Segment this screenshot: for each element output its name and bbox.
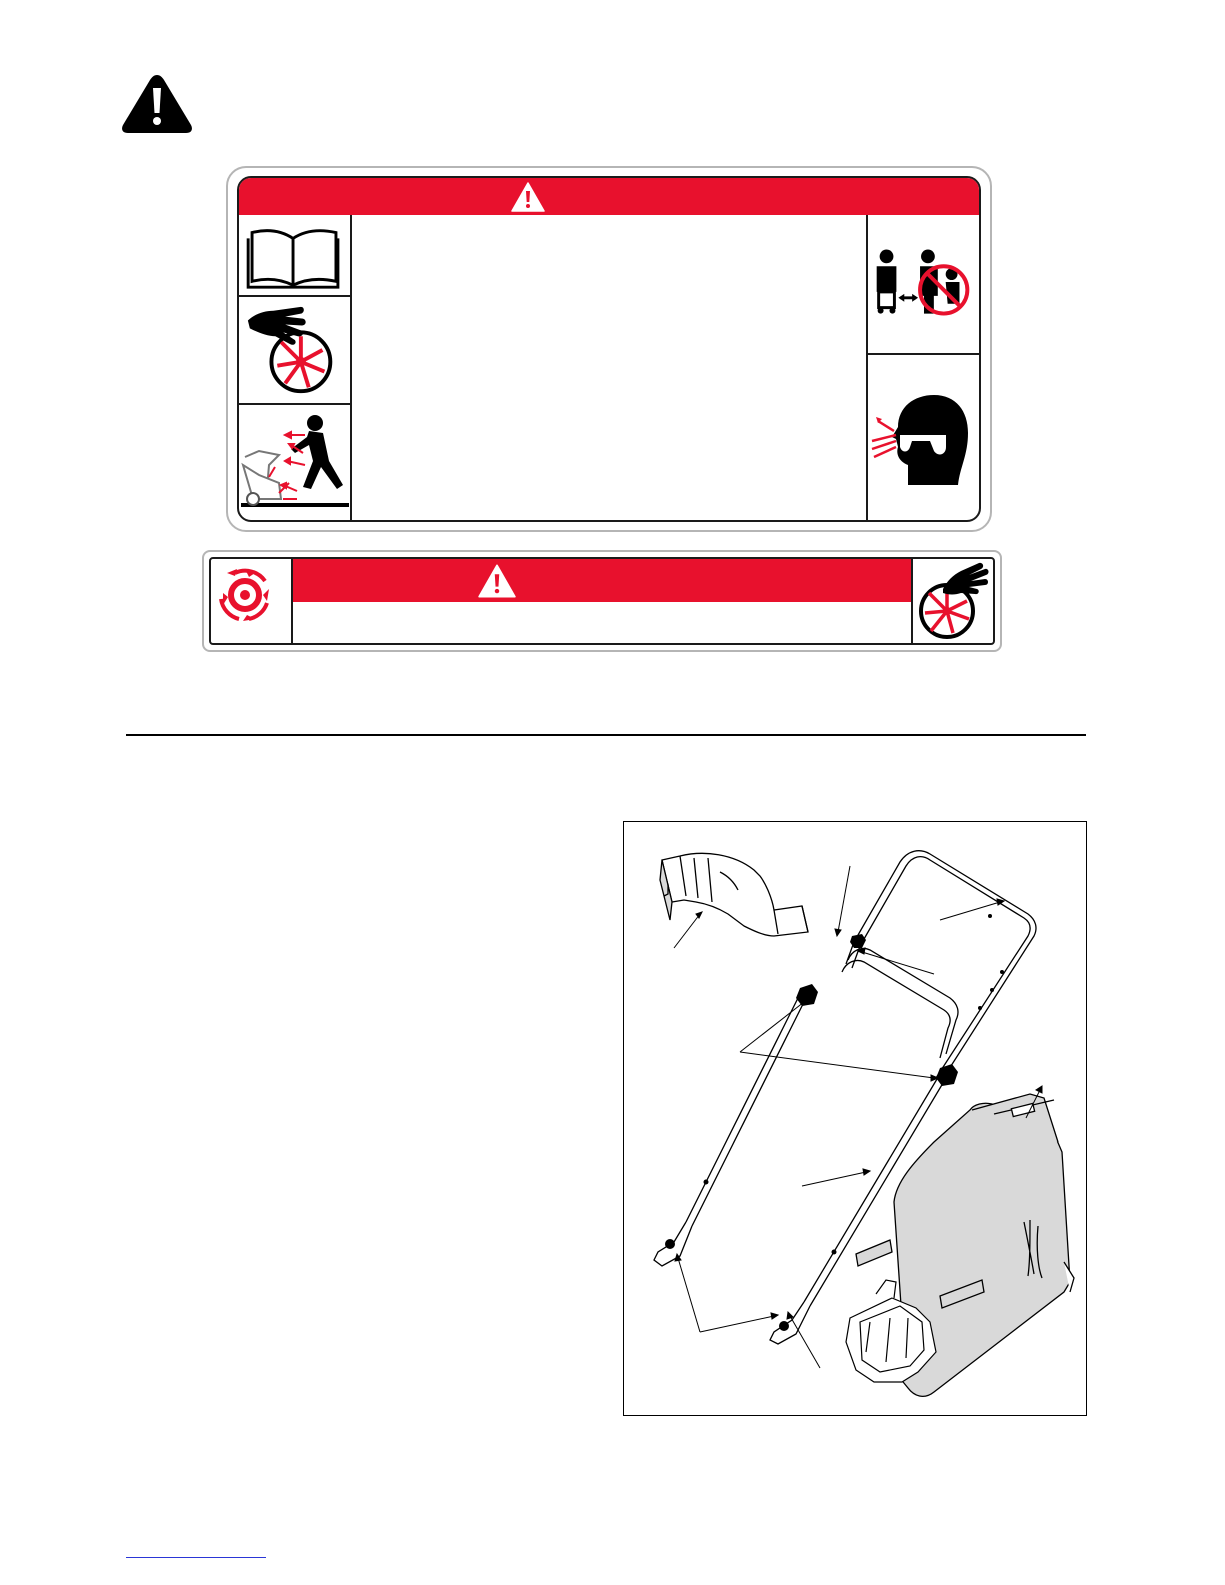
footer-link-underline[interactable] xyxy=(126,1557,266,1558)
eye-protection-icon xyxy=(868,355,979,522)
decal-text-area xyxy=(352,215,866,520)
safety-decal-secondary xyxy=(202,550,1002,652)
rotating-impeller-icon xyxy=(211,559,293,643)
discharge-chute-illustration xyxy=(660,853,808,936)
section-divider xyxy=(126,734,1086,736)
upper-handle-illustration xyxy=(846,851,1036,1080)
decal-header-bar xyxy=(293,559,911,602)
handle-assembly-figure xyxy=(623,821,1087,1416)
warning-triangle-icon xyxy=(120,73,194,135)
hand-impeller-icon xyxy=(239,297,350,405)
thrown-objects-icon xyxy=(239,405,350,522)
read-manual-icon xyxy=(239,215,350,297)
decal-header-bar xyxy=(239,178,979,215)
decal-text-area xyxy=(293,604,911,643)
keep-bystanders-away-icon xyxy=(868,215,979,355)
hand-impeller-icon xyxy=(911,559,993,643)
warning-triangle-icon xyxy=(511,182,545,212)
warning-triangle-icon xyxy=(478,564,516,598)
safety-decal-main xyxy=(226,166,992,532)
